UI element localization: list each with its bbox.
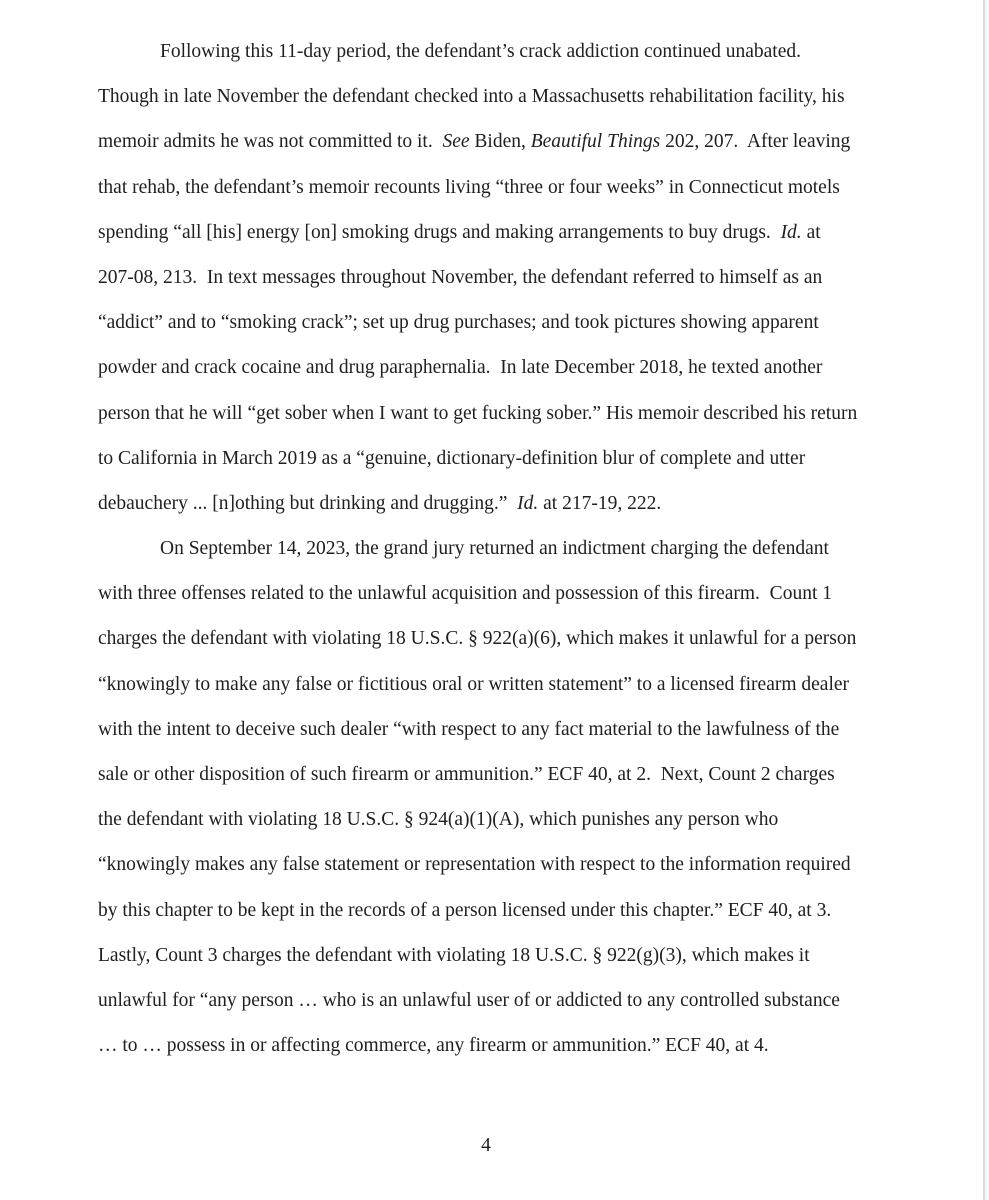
- paragraph-2: [98, 526, 938, 1068]
- text-line: person that he will “get sober when I want to get fucking sober.” His memoir described his return: [98, 402, 858, 424]
- citation-italic: Id.: [517, 492, 539, 514]
- text-line: “knowingly to make any false or fictitious oral or written statement” to a licensed firearm dealer: [98, 673, 850, 695]
- text-line: to California in March 2019 as a “genuine, dictionary-definition blur of complete and utter: [98, 447, 806, 469]
- text-line: Following this 11-day period, the defendant’s crack addiction continued unabated.: [160, 41, 801, 62]
- book-title-italic: Beautiful Things: [530, 131, 661, 153]
- right-edge-line: [983, 0, 985, 1200]
- page-number: 4: [481, 1135, 491, 1156]
- text-line: “knowingly makes any false statement or representation with respect to the information required: [98, 854, 851, 876]
- paragraph-1: [98, 29, 938, 526]
- text-line: [98, 481, 938, 526]
- text-line: [98, 119, 938, 164]
- text-segment: spending “all [his] energy [on] smoking drugs and making arrangements to buy drugs.: [98, 221, 781, 243]
- text-line: with three offenses related to the unlawful acquisition and possession of this firearm. Count 1: [98, 583, 832, 605]
- text-segment: memoir admits he was not committed to it.: [98, 131, 443, 153]
- text-segment: at 217-19, 222.: [538, 492, 662, 514]
- text-line: charges the defendant with violating 18 U.S.C. § 922(a)(6), which makes it unlawful for a person: [98, 628, 857, 650]
- text-line: [98, 210, 938, 255]
- text-line: Lastly, Count 3 charges the defendant with violating 18 U.S.C. § 922(g)(3), which makes it: [98, 944, 810, 966]
- text-line: with the intent to deceive such dealer “with respect to any fact material to the lawfulness of the: [98, 718, 840, 740]
- text-line: powder and crack cocaine and drug paraphernalia. In late December 2018, he texted another: [98, 357, 823, 379]
- right-edge-strip: [985, 0, 989, 1200]
- text-line: that rehab, the defendant’s memoir recounts living “three or four weeks” in Connecticut motels: [98, 176, 840, 198]
- text-segment: 202, 207. After leaving: [660, 131, 851, 153]
- citation-italic: Id.: [780, 221, 802, 243]
- text-line: Though in late November the defendant checked into a Massachusetts rehabilitation facility, his: [98, 86, 845, 108]
- text-segment: debauchery ... [n]othing but drinking and drugging.”: [98, 492, 518, 514]
- text-segment: at: [801, 221, 821, 243]
- text-segment: Biden,: [469, 131, 531, 153]
- citation-italic: See: [442, 131, 470, 153]
- page-content: [98, 29, 938, 1068]
- text-line: by this chapter to be kept in the records of a person licensed under this chapter.” ECF 40, at 3.: [98, 899, 832, 921]
- text-line: the defendant with violating 18 U.S.C. § 924(a)(1)(A), which punishes any person who: [98, 809, 779, 831]
- text-line: “addict” and to “smoking crack”; set up drug purchases; and took pictures showing apparent: [98, 312, 819, 334]
- text-line: On September 14, 2023, the grand jury returned an indictment charging the defendant: [160, 538, 829, 560]
- text-line: … to … possess in or affecting commerce, any firearm or ammunition.” ECF 40, at 4.: [98, 1035, 769, 1057]
- text-line: 207-08, 213. In text messages throughout November, the defendant referred to himself as an: [98, 266, 823, 288]
- text-line: sale or other disposition of such firearm or ammunition.” ECF 40, at 2. Next, Count 2 charges: [98, 764, 835, 785]
- text-line: unlawful for “any person … who is an unlawful user of or addicted to any controlled substance: [98, 989, 840, 1011]
